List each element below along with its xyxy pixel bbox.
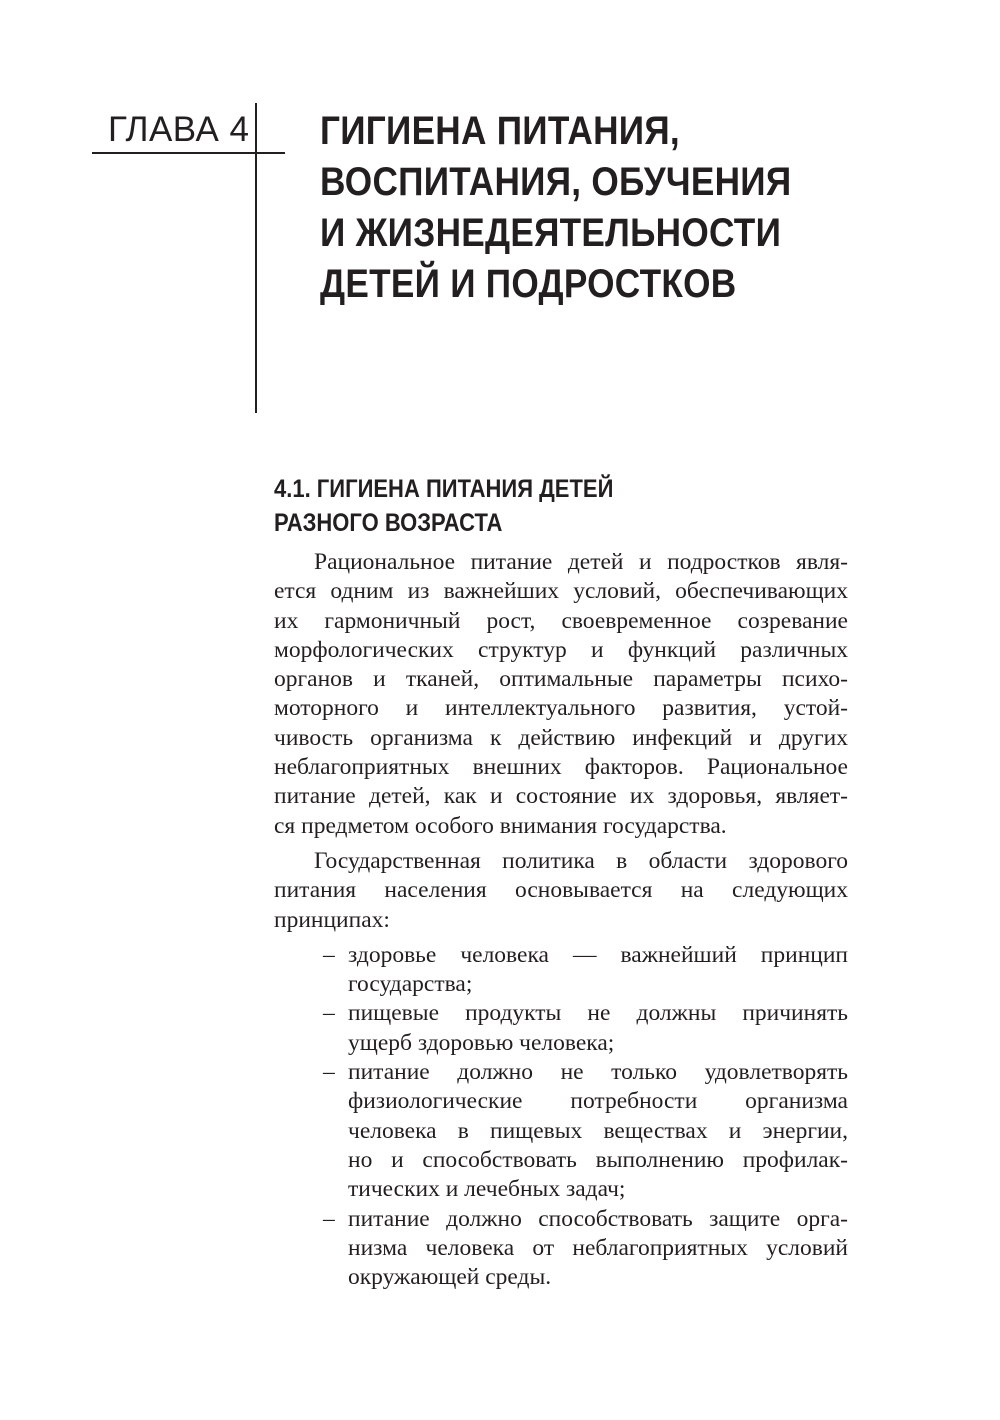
list-item [274, 1058, 848, 1204]
text-line: питания населения основывается на следующих [274, 877, 848, 904]
section-title-line: РАЗНОГО ВОЗРАСТА [274, 509, 503, 537]
text-line: ущерб здоровью человека; [348, 1029, 615, 1056]
text-line: человека в пищевых веществах и энергии, [348, 1117, 848, 1144]
paragraph-1 [274, 548, 848, 841]
chapter-title-line: И ЖИЗНЕДЕЯТЕЛЬНОСТИ [320, 211, 782, 255]
text-line: питание детей, как и состояние их здоровья, являет- [274, 783, 848, 810]
text-line: Рациональное питание детей и подростков явля- [314, 549, 848, 575]
list-dash: – [323, 1059, 335, 1086]
principles-list [274, 941, 848, 1293]
text-line: принципах: [274, 906, 390, 933]
list-item [274, 999, 848, 1058]
text-line: неблагоприятных внешних факторов. Рациональное [274, 754, 848, 781]
text-line: моторного и интеллектуального развития, устой- [274, 695, 848, 722]
text-line: чивость организма к действию инфекций и других [274, 724, 848, 751]
chapter-title-line: ГИГИЕНА ПИТАНИЯ, [320, 109, 680, 153]
text-line: питание должно не только удовлетворять [348, 1059, 848, 1086]
text-line: их гармоничный рост, своевременное созревание [274, 607, 848, 634]
list-item [274, 1205, 848, 1293]
text-line: тических и лечебных задач; [348, 1176, 626, 1203]
list-item [274, 941, 848, 1000]
chapter-vertical-rule [255, 103, 257, 413]
chapter-title [320, 106, 880, 310]
chapter-label: ГЛАВА 4 [108, 110, 250, 149]
text-line: но и способствовать выполнению профилак- [348, 1146, 848, 1173]
text-line: питание должно способствовать защите орга- [348, 1205, 848, 1232]
text-line: окружающей среды. [348, 1264, 552, 1291]
text-line: физиологические потребности организма [348, 1088, 848, 1115]
list-dash: – [323, 1000, 335, 1027]
text-line: органов и тканей, оптимальные параметры психо- [274, 666, 848, 693]
text-line: низма человека от неблагоприятных условий [348, 1234, 848, 1261]
chapter-title-line: ДЕТЕЙ И ПОДРОСТКОВ [320, 262, 737, 306]
list-dash: – [323, 1205, 335, 1232]
text-line: Государственная политика в области здорового [314, 847, 848, 874]
text-line: морфологических структур и функций различных [274, 636, 848, 663]
paragraph-2 [274, 847, 848, 935]
section-title-line: 4.1. ГИГИЕНА ПИТАНИЯ ДЕТЕЙ [274, 475, 614, 503]
chapter-title-line: ВОСПИТАНИЯ, ОБУЧЕНИЯ [320, 160, 792, 204]
text-line: здоровье человека — важнейший принцип [348, 941, 848, 968]
text-line: пищевые продукты не должны причинять [348, 1000, 848, 1027]
text-line: ется одним из важнейших условий, обеспечивающих [274, 578, 848, 605]
body-text [274, 548, 848, 1292]
text-line: государства; [348, 971, 473, 998]
list-dash: – [323, 941, 335, 968]
text-line: ся предметом особого внимания государства. [274, 812, 727, 839]
section-title [274, 472, 834, 540]
